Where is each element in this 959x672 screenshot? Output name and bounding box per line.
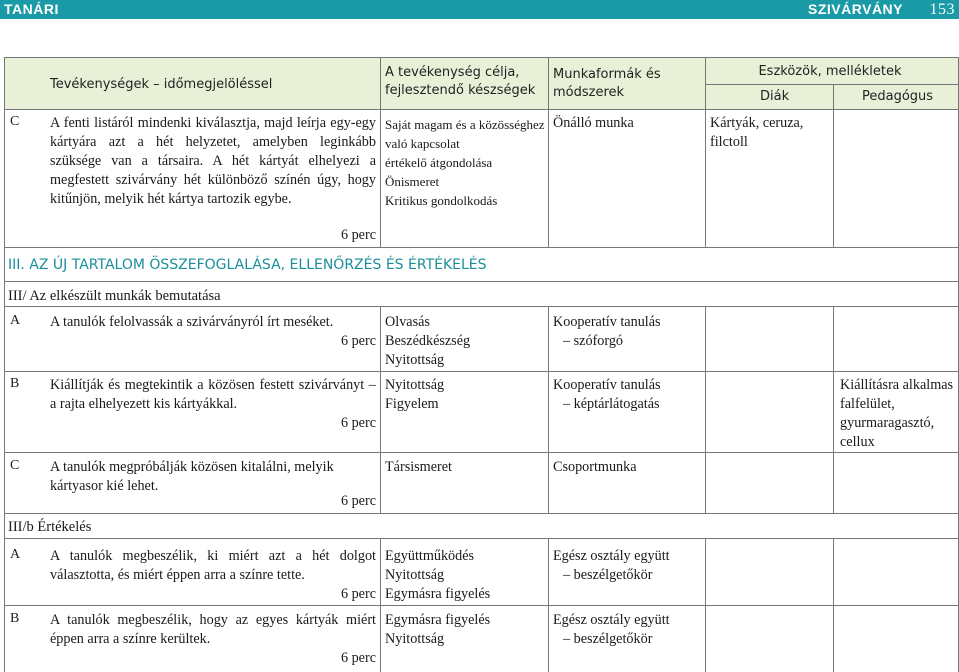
- activity-text: A fenti listáról mindenki kiválasztja, majd leírja egy-egy kártyára azt a hét helyzetet, amelyben leginkább szüksége van a társaira. A hét kártyát elhelyezi a megfestett szivárvány hét különböző színén úgy, hogy kitűnjön, melyik hét kártya tartozik egybe.: [50, 115, 376, 207]
- col-student: Diák: [760, 89, 790, 104]
- method: Egész osztály együtt – beszélgetőkör: [553, 548, 670, 583]
- method: Csoportmunka: [553, 459, 637, 475]
- rule: [833, 84, 834, 247]
- rule: [380, 57, 381, 247]
- method: Egész osztály együtt – beszélgetőkör: [553, 612, 670, 647]
- goals: Egymásra figyelés Nyitottság: [385, 612, 491, 647]
- teacher-tools: Kiállításra alkalmas falfelület, gyurmaragasztó, cellux: [840, 377, 954, 450]
- method: Önálló munka: [553, 115, 634, 131]
- goals: Saját magam és a közösséghez való kapcsolat értékelő átgondolása Önismeret Kritikus gondolkodás: [385, 117, 545, 208]
- page-number: 153: [929, 1, 955, 18]
- time: 6 perc: [340, 586, 376, 602]
- time: 6 perc: [340, 493, 376, 509]
- method: Kooperatív tanulás – szóforgó: [553, 314, 661, 349]
- rule: [548, 57, 549, 247]
- goals: Olvasás Beszédkészség Nyitottság: [385, 314, 471, 368]
- col-tools: Eszközök, mellékletek: [758, 64, 902, 79]
- time: 6 perc: [340, 650, 376, 666]
- rule: [4, 57, 5, 672]
- rule: [4, 247, 959, 248]
- header-left: TANÁRI: [4, 1, 59, 17]
- activity-text: A tanulók megbeszélik, hogy az egyes kártyák miért éppen arra a színre kerültek.: [50, 612, 376, 647]
- running-header: [0, 0, 959, 19]
- rule: [4, 452, 959, 453]
- activity-text: A tanulók megbeszélik, ki miért azt a hét dolgot választotta, és miért éppen arra a színre tette.: [50, 548, 376, 583]
- header-right: SZIVÁRVÁNY: [808, 1, 903, 17]
- rule: [380, 306, 381, 513]
- goals: Együttműködés Nyitottság Egymásra figyelés: [385, 548, 491, 602]
- method: Kooperatív tanulás – képtárlátogatás: [553, 377, 661, 412]
- rule: [705, 84, 959, 85]
- rule: [833, 306, 834, 513]
- subsection-heading: III/ Az elkészült munkák bemutatása: [8, 288, 221, 304]
- row-letter: A: [10, 547, 21, 562]
- section-heading: III. AZ ÚJ TARTALOM ÖSSZEFOGLALÁSA, ELLENŐRZÉS ÉS ÉRTÉKELÉS: [8, 257, 487, 273]
- goals: Nyitottság Figyelem: [385, 377, 445, 412]
- col-teacher: Pedagógus: [862, 89, 934, 104]
- time: 6 perc: [340, 227, 376, 243]
- rule: [4, 605, 959, 606]
- rule: [4, 306, 959, 307]
- time: 6 perc: [340, 415, 376, 431]
- rule: [705, 57, 706, 247]
- row-letter: C: [10, 458, 20, 473]
- rule: [4, 109, 959, 110]
- rule: [4, 281, 959, 282]
- col-methods: Munkaformák és módszerek: [553, 67, 661, 100]
- rule: [4, 57, 959, 58]
- row-letter: C: [10, 114, 20, 129]
- time: 6 perc: [340, 333, 376, 349]
- activity-text: Kiállítják és megtekintik a közösen festett szivárványt – a rajta elhelyezett kis kártyákkal.: [50, 377, 376, 412]
- row-letter: B: [10, 376, 20, 391]
- row-letter: A: [10, 313, 21, 328]
- activity-text: A tanulók felolvassák a szivárványról írt meséket.: [50, 314, 334, 330]
- subsection-heading: III/b Értékelés: [8, 519, 92, 535]
- rule: [705, 306, 706, 513]
- rule: [4, 513, 959, 514]
- rule: [4, 538, 959, 539]
- col-activities: Tevékenységek – időmegjelöléssel: [50, 77, 273, 92]
- rule: [548, 306, 549, 513]
- col-goal: A tevékenység célja, fejlesztendő készségek: [385, 65, 536, 98]
- student-tools: Kártyák, ceruza, filctoll: [710, 115, 804, 150]
- goals: Társismeret: [385, 459, 452, 475]
- activity-text: A tanulók megpróbálják közösen kitalálni, melyik kártyasor kié lehet.: [50, 459, 334, 494]
- row-letter: B: [10, 611, 20, 626]
- rule: [4, 371, 959, 372]
